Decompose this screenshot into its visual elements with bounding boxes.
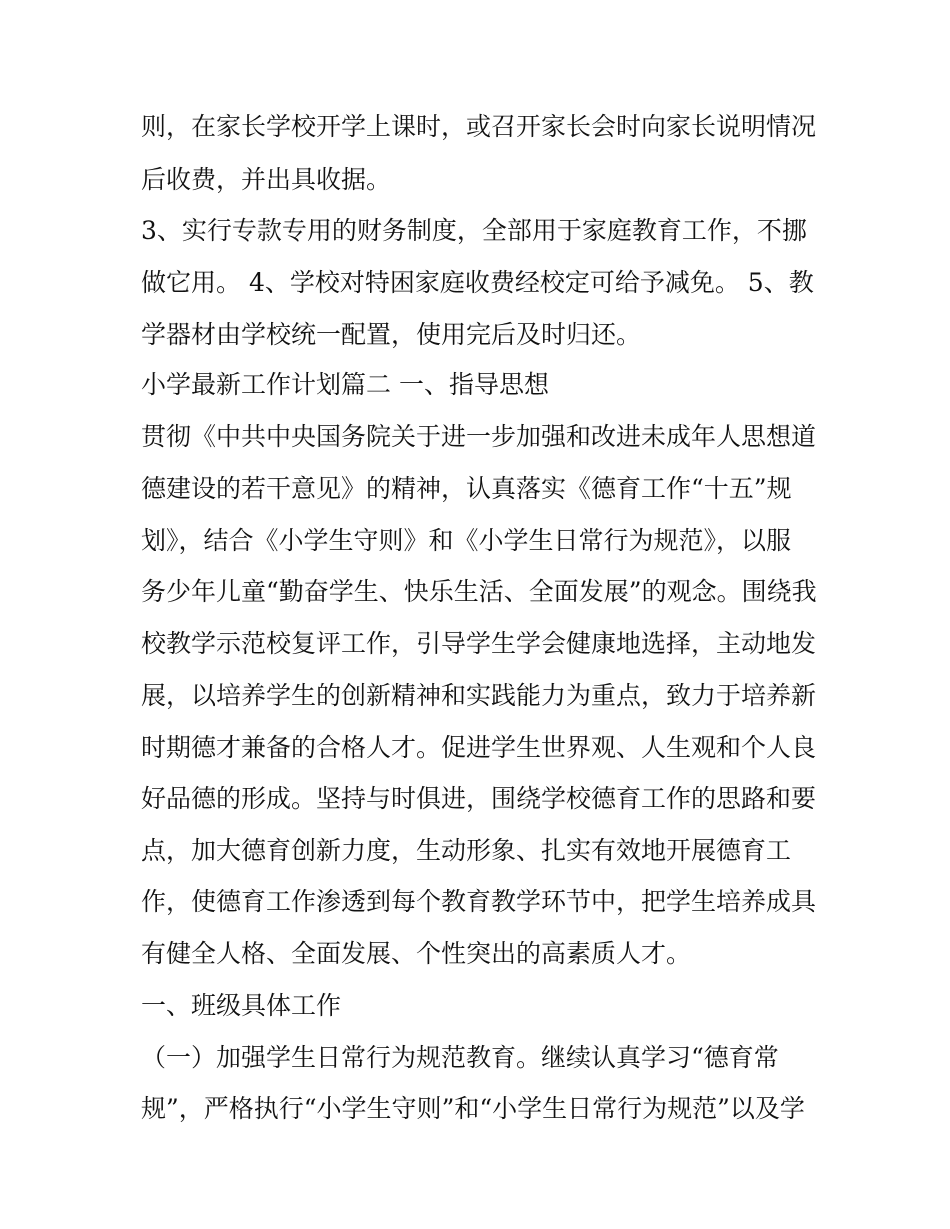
text-line: （一）加强学生日常行为规范教育。继续认真学习“德育常 xyxy=(141,1043,779,1072)
text-line: 作，使德育工作渗透到每个教育教学环节中，把学生培养成具 xyxy=(141,887,817,916)
text-line: 德建设的若干意见》的精神，认真落实《德育工作“十五”规 xyxy=(141,474,792,503)
section-heading: 小学最新工作计划篇二 一、指导思想 xyxy=(141,370,549,399)
text-line: 学器材由学校统一配置，使用完后及时归还。 xyxy=(141,320,642,349)
text-line: 有健全人格、全面发展、个性突出的高素质人才。 xyxy=(141,939,692,968)
text-line: 务少年儿童“勤奋学生、快乐生活、全面发展”的观念。围绕我 xyxy=(141,577,817,606)
text-line: 好品德的形成。坚持与时俱进，围绕学校德育工作的思路和要 xyxy=(141,784,817,813)
section-heading: 一、班级具体工作 xyxy=(141,991,342,1020)
text-line: 则，在家长学校开学上课时，或召开家长会时向家长说明情况 xyxy=(141,112,817,141)
text-line: 展，以培养学生的创新精神和实践能力为重点，致力于培养新 xyxy=(141,681,817,710)
text-line: 规”，严格执行“小学生守则”和“小学生日常行为规范”以及学 xyxy=(141,1094,805,1123)
text-line: 后收费，并出具收据。 xyxy=(141,165,392,194)
text-line: 做它用。 4、学校对特困家庭收费经校定可给予减免。 5、教 xyxy=(141,268,814,297)
text-line: 点，加大德育创新力度，生动形象、扎实有效地开展德育工 xyxy=(141,836,792,865)
text-line: 时期德才兼备的合格人才。促进学生世界观、人生观和个人良 xyxy=(141,733,817,762)
text-line: 划》，结合《小学生守则》和《小学生日常行为规范》，以服 xyxy=(141,526,792,555)
text-line: 贯彻《中共中央国务院关于进一步加强和改进未成年人思想道 xyxy=(141,422,817,451)
text-line: 3、实行专款专用的财务制度，全部用于家庭教育工作，不挪 xyxy=(141,216,807,245)
text-line: 校教学示范校复评工作，引导学生学会健康地选择，主动地发 xyxy=(141,629,817,658)
